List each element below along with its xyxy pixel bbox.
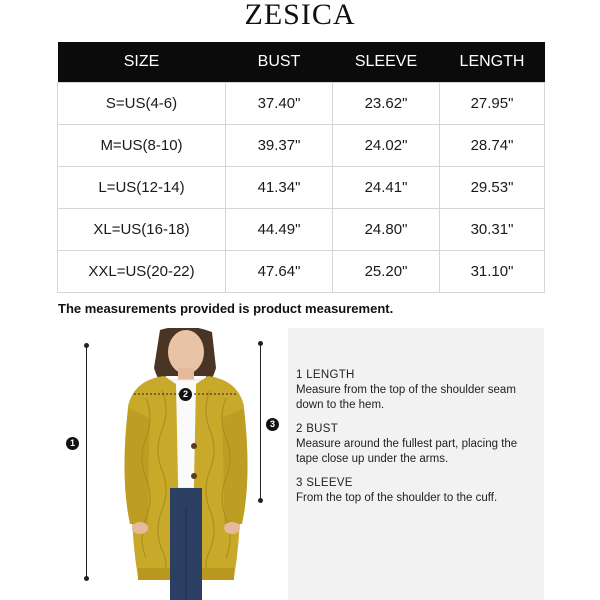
header-length: LENGTH bbox=[440, 42, 545, 83]
cell-bust: 47.64" bbox=[226, 251, 333, 293]
length-dimension-line bbox=[86, 346, 87, 578]
cell-size: XXL=US(20-22) bbox=[58, 251, 226, 293]
length-marker-badge: 1 bbox=[66, 437, 79, 450]
guide-length bbox=[296, 368, 540, 413]
header-size: SIZE bbox=[58, 42, 226, 83]
header-sleeve: SLEEVE bbox=[333, 42, 440, 83]
sleeve-marker-badge: 3 bbox=[266, 418, 279, 431]
guide-length-desc: Measure from the top of the shoulder seam down to the hem. bbox=[296, 384, 516, 411]
cell-sleeve: 25.20" bbox=[333, 251, 440, 293]
sleeve-top-dot bbox=[258, 341, 263, 346]
cell-length: 27.95" bbox=[440, 83, 545, 125]
cell-length: 28.74" bbox=[440, 125, 545, 167]
guide-bust-desc: Measure around the fullest part, placing the tape close up under the arms. bbox=[296, 438, 518, 465]
sleeve-dimension-line bbox=[260, 344, 261, 500]
brand-logo: ZESICA bbox=[244, 0, 356, 31]
bust-marker-badge: 2 bbox=[179, 388, 192, 401]
cell-length: 29.53" bbox=[440, 167, 545, 209]
cell-size: S=US(4-6) bbox=[58, 83, 226, 125]
table-header-row bbox=[58, 42, 545, 83]
cell-bust: 39.37" bbox=[226, 125, 333, 167]
cell-size: XL=US(16-18) bbox=[58, 209, 226, 251]
cell-length: 30.31" bbox=[440, 209, 545, 251]
table-row bbox=[58, 251, 545, 293]
guide-bust-title: 2 BUST bbox=[296, 423, 339, 435]
guide-sleeve-desc: From the top of the shoulder to the cuff. bbox=[296, 492, 498, 504]
cell-length: 31.10" bbox=[440, 251, 545, 293]
cell-bust: 44.49" bbox=[226, 209, 333, 251]
table-row bbox=[58, 83, 545, 125]
sleeve-bottom-dot bbox=[258, 498, 263, 503]
model-cardigan-illustration bbox=[120, 328, 252, 600]
length-bottom-dot bbox=[84, 576, 89, 581]
cell-sleeve: 24.41" bbox=[333, 167, 440, 209]
guide-bust bbox=[296, 422, 540, 467]
table-row bbox=[58, 167, 545, 209]
cell-bust: 37.40" bbox=[226, 83, 333, 125]
guide-sleeve bbox=[296, 476, 540, 506]
table-row bbox=[58, 209, 545, 251]
cell-size: L=US(12-14) bbox=[58, 167, 226, 209]
size-chart-table bbox=[57, 42, 545, 293]
cell-sleeve: 24.80" bbox=[333, 209, 440, 251]
cell-bust: 41.34" bbox=[226, 167, 333, 209]
table-row bbox=[58, 125, 545, 167]
header-bust: BUST bbox=[226, 42, 333, 83]
cell-sleeve: 23.62" bbox=[333, 83, 440, 125]
guide-sleeve-title: 3 SLEEVE bbox=[296, 477, 353, 489]
cell-size: M=US(8-10) bbox=[58, 125, 226, 167]
guide-length-title: 1 LENGTH bbox=[296, 369, 355, 381]
measurement-guide-panel bbox=[288, 328, 544, 600]
cell-sleeve: 24.02" bbox=[333, 125, 440, 167]
length-top-dot bbox=[84, 343, 89, 348]
measurement-note: The measurements provided is product measurement. bbox=[58, 301, 394, 316]
